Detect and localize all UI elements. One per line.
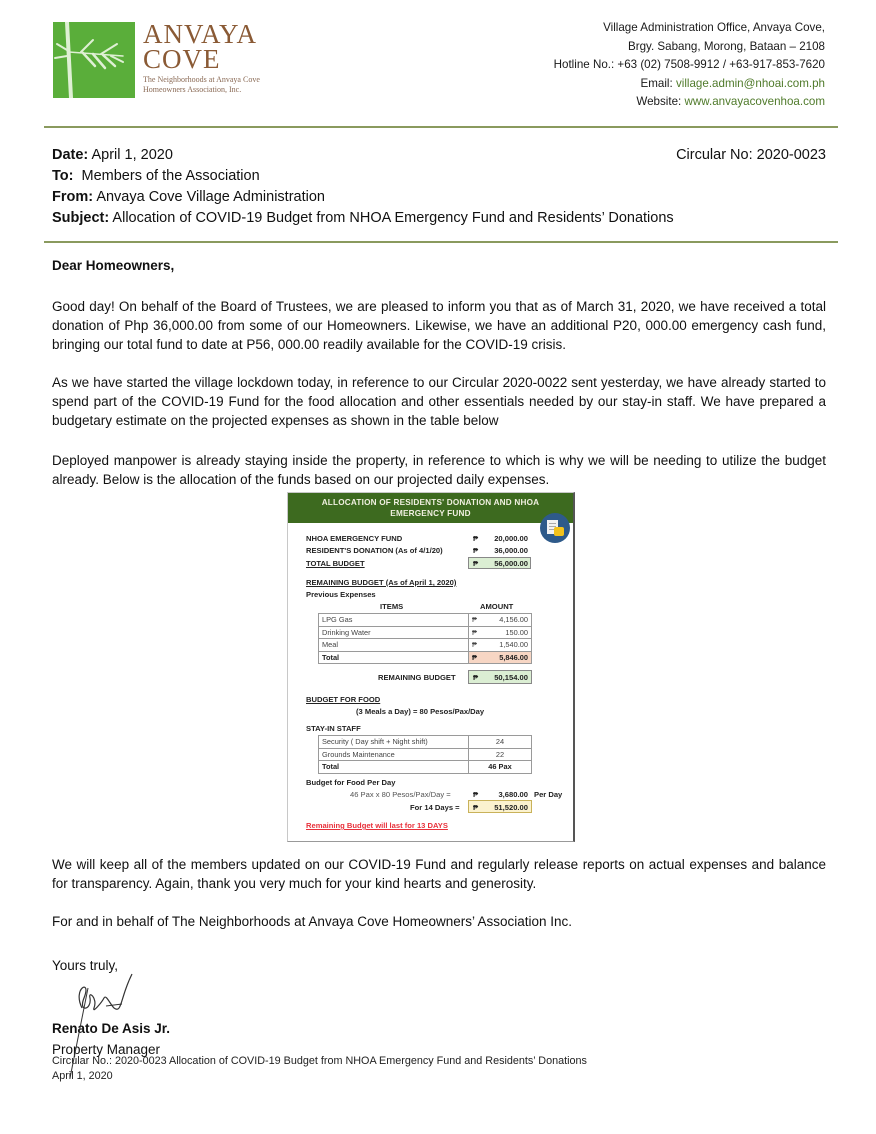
remaining-budget-label: REMAINING BUDGET — [378, 673, 456, 682]
peso-sign: ₱ — [473, 790, 479, 799]
signatory-name: Renato De Asis Jr. — [52, 1021, 171, 1036]
items-column-header: ITEMS — [380, 602, 404, 611]
total-budget-label: TOTAL BUDGET — [306, 559, 365, 568]
website-line — [554, 93, 825, 112]
website-label: Website: — [636, 95, 685, 108]
paragraph-updates: We will keep all of the members updated on our COVID-19 Fund and regularly release reports on actual expenses and balance for transparency. Again, thank you very much for your kind hearts and generosity. — [52, 857, 826, 891]
expense-amount-cell — [469, 626, 532, 639]
table-row-total — [319, 761, 532, 774]
staff-role: Grounds Maintenance — [319, 748, 469, 761]
logo-subtitle — [143, 75, 260, 95]
association-logo — [53, 19, 293, 100]
memo-header — [52, 145, 826, 229]
per-day-heading: Budget for Food Per Day — [306, 778, 396, 787]
footer-circular: Circular No.: 2020-0023 Allocation of COVID-19 Budget from NHOA Emergency Fund and Residents’ Donations — [52, 1055, 587, 1067]
fourteen-days-label: For 14 Days = — [410, 803, 460, 812]
memo-divider — [44, 241, 838, 243]
table-row — [319, 614, 532, 627]
email-label: Email: — [640, 76, 676, 90]
staff-count: 22 — [469, 748, 532, 761]
footer-date: April 1, 2020 — [52, 1070, 113, 1082]
email-line — [554, 75, 825, 94]
contact-block — [554, 19, 825, 112]
table-row — [319, 736, 532, 749]
salutation: Yours truly, — [52, 958, 119, 973]
logo-subtitle-line2: Homeowners Association, Inc. — [143, 85, 242, 94]
document-note-icon — [540, 513, 570, 543]
budget-duration-note: Remaining Budget will last for 13 DAYS — [306, 821, 448, 830]
expense-amount-cell — [469, 614, 532, 627]
food-rate: (3 Meals a Day) = 80 Pesos/Pax/Day — [356, 707, 485, 716]
expense-total-label: Total — [319, 651, 469, 664]
fund-label: NHOA EMERGENCY FUND — [306, 534, 403, 543]
office-line: Village Administration Office, Anvaya Cove, — [603, 21, 825, 34]
allocation-table-figure — [287, 492, 575, 842]
logo-name-line2: COVE — [143, 44, 221, 74]
greeting: Dear Homeowners, — [52, 258, 175, 273]
fund-amount: 36,000.00 — [494, 546, 528, 555]
hotline-line: Hotline No.: +63 (02) 7508-9912 / +63-917-853-7620 — [553, 58, 825, 71]
logo-wordmark — [143, 19, 258, 74]
expense-item: Meal — [319, 639, 469, 652]
remaining-budget-amount: 50,154.00 — [494, 673, 528, 682]
amount-column-header: AMOUNT — [480, 602, 514, 611]
document-footer — [52, 1054, 587, 1084]
fund-amount: 20,000.00 — [494, 534, 528, 543]
staff-total-label: Total — [319, 761, 469, 774]
expense-amount-cell — [469, 639, 532, 652]
previous-expenses-label: Previous Expenses — [306, 590, 376, 599]
paragraph-donation: Good day! On behalf of the Board of Trustees, we are pleased to inform you that as of March 31, 2020, we have received a total donation of Php 36,000.00 from some of our Homeowners. Likewise, we have an additional P20, 000.00 emergency cash fund, bringing our total fund to date at P56, 000.00 readily available for the COVID-19 crisis. — [52, 299, 826, 352]
total-budget-amount: 56,000.00 — [494, 559, 528, 568]
peso-sign: ₱ — [472, 615, 477, 625]
per-day-amount: 3,680.00 — [498, 790, 528, 799]
staff-count: 24 — [469, 736, 532, 749]
signatory-title: Property Manager — [52, 1042, 161, 1057]
to-line — [52, 166, 826, 187]
food-heading: BUDGET FOR FOOD — [306, 695, 381, 704]
allocation-title-line2: EMERGENCY FUND — [390, 509, 471, 518]
per-day-formula: 46 Pax x 80 Pesos/Pax/Day = — [350, 790, 451, 799]
staff-heading: STAY-IN STAFF — [306, 724, 361, 733]
date-label: Date: — [52, 147, 89, 163]
fund-row-nhoa — [306, 534, 402, 543]
peso-sign: ₱ — [473, 534, 479, 543]
expense-amount: 150.00 — [505, 627, 528, 637]
remaining-heading: REMAINING BUDGET (As of April 1, 2020) — [306, 578, 457, 587]
circular-number: Circular No: 2020-0023 — [676, 147, 826, 163]
bamboo-icon — [53, 22, 135, 98]
to-value: Members of the Association — [73, 168, 260, 184]
expense-item: Drinking Water — [319, 626, 469, 639]
expense-item: LPG Gas — [319, 614, 469, 627]
allocation-title — [288, 493, 573, 523]
table-row-total — [319, 651, 532, 664]
expense-total-cell — [469, 651, 532, 664]
table-row — [319, 639, 532, 652]
fund-label: RESIDENT'S DONATION (As of 4/1/20) — [306, 546, 443, 555]
address-line: Brgy. Sabang, Morong, Bataan – 2108 — [627, 39, 825, 53]
peso-sign: ₱ — [472, 652, 477, 662]
logo-name-line1: ANVAYA — [143, 19, 258, 49]
subject-label: Subject: — [52, 210, 110, 226]
allocation-title-line1: ALLOCATION OF RESIDENTS' DONATION AND NHOA — [321, 498, 540, 507]
paragraph-manpower: Deployed manpower is already staying inside the property, in reference to which is why we will be needing to utilize the budget already. Below is the allocation of the funds based on our projected daily expenses. — [52, 453, 826, 487]
to-label: To: — [52, 168, 74, 184]
subject-line — [52, 208, 826, 229]
table-row — [319, 626, 532, 639]
email-link[interactable]: village.admin@nhoai.com.ph — [675, 76, 825, 90]
fund-row-donation — [306, 546, 443, 555]
expense-total-amount: 5,846.00 — [499, 652, 528, 662]
peso-sign: ₱ — [472, 640, 477, 650]
expense-amount: 4,156.00 — [499, 615, 528, 625]
expenses-table — [318, 613, 532, 664]
staff-role: Security ( Day shift + Night shift) — [319, 736, 469, 749]
logo-subtitle-line1: The Neighborhoods at Anvaya Cove — [143, 75, 260, 84]
paragraph-behalf: For and in behalf of The Neighborhoods at Anvaya Cove Homeowners’ Association Inc. — [52, 914, 573, 929]
table-row — [319, 748, 532, 761]
fourteen-days-amount: 51,520.00 — [494, 803, 528, 812]
peso-sign: ₱ — [473, 803, 479, 812]
subject-value: Allocation of COVID-19 Budget from NHOA Emergency Fund and Residents’ Donations — [109, 210, 674, 226]
peso-sign: ₱ — [473, 673, 479, 682]
expense-amount: 1,540.00 — [499, 640, 528, 650]
from-line — [52, 187, 826, 208]
website-link[interactable]: www.anvayacovenhoa.com — [684, 95, 825, 108]
peso-sign: ₱ — [472, 627, 477, 637]
from-value: Anvaya Cove Village Administration — [93, 189, 325, 205]
paragraph-lockdown: As we have started the village lockdown today, in reference to our Circular 2020-0022 sent yesterday, we have already started to spend part of the COVID-19 Fund for the food allocation and other essentials needed by our stay-in staff. We have prepared a budgetary estimate on the projected expenses as shown in the table below — [52, 375, 826, 428]
from-label: From: — [52, 189, 94, 205]
peso-sign: ₱ — [473, 546, 479, 555]
peso-sign: ₱ — [473, 559, 479, 568]
date-value: April 1, 2020 — [88, 147, 173, 163]
staff-total-count: 46 Pax — [469, 761, 532, 774]
staff-table — [318, 735, 532, 774]
per-day-unit: Per Day — [534, 790, 563, 799]
header-divider — [44, 126, 838, 128]
